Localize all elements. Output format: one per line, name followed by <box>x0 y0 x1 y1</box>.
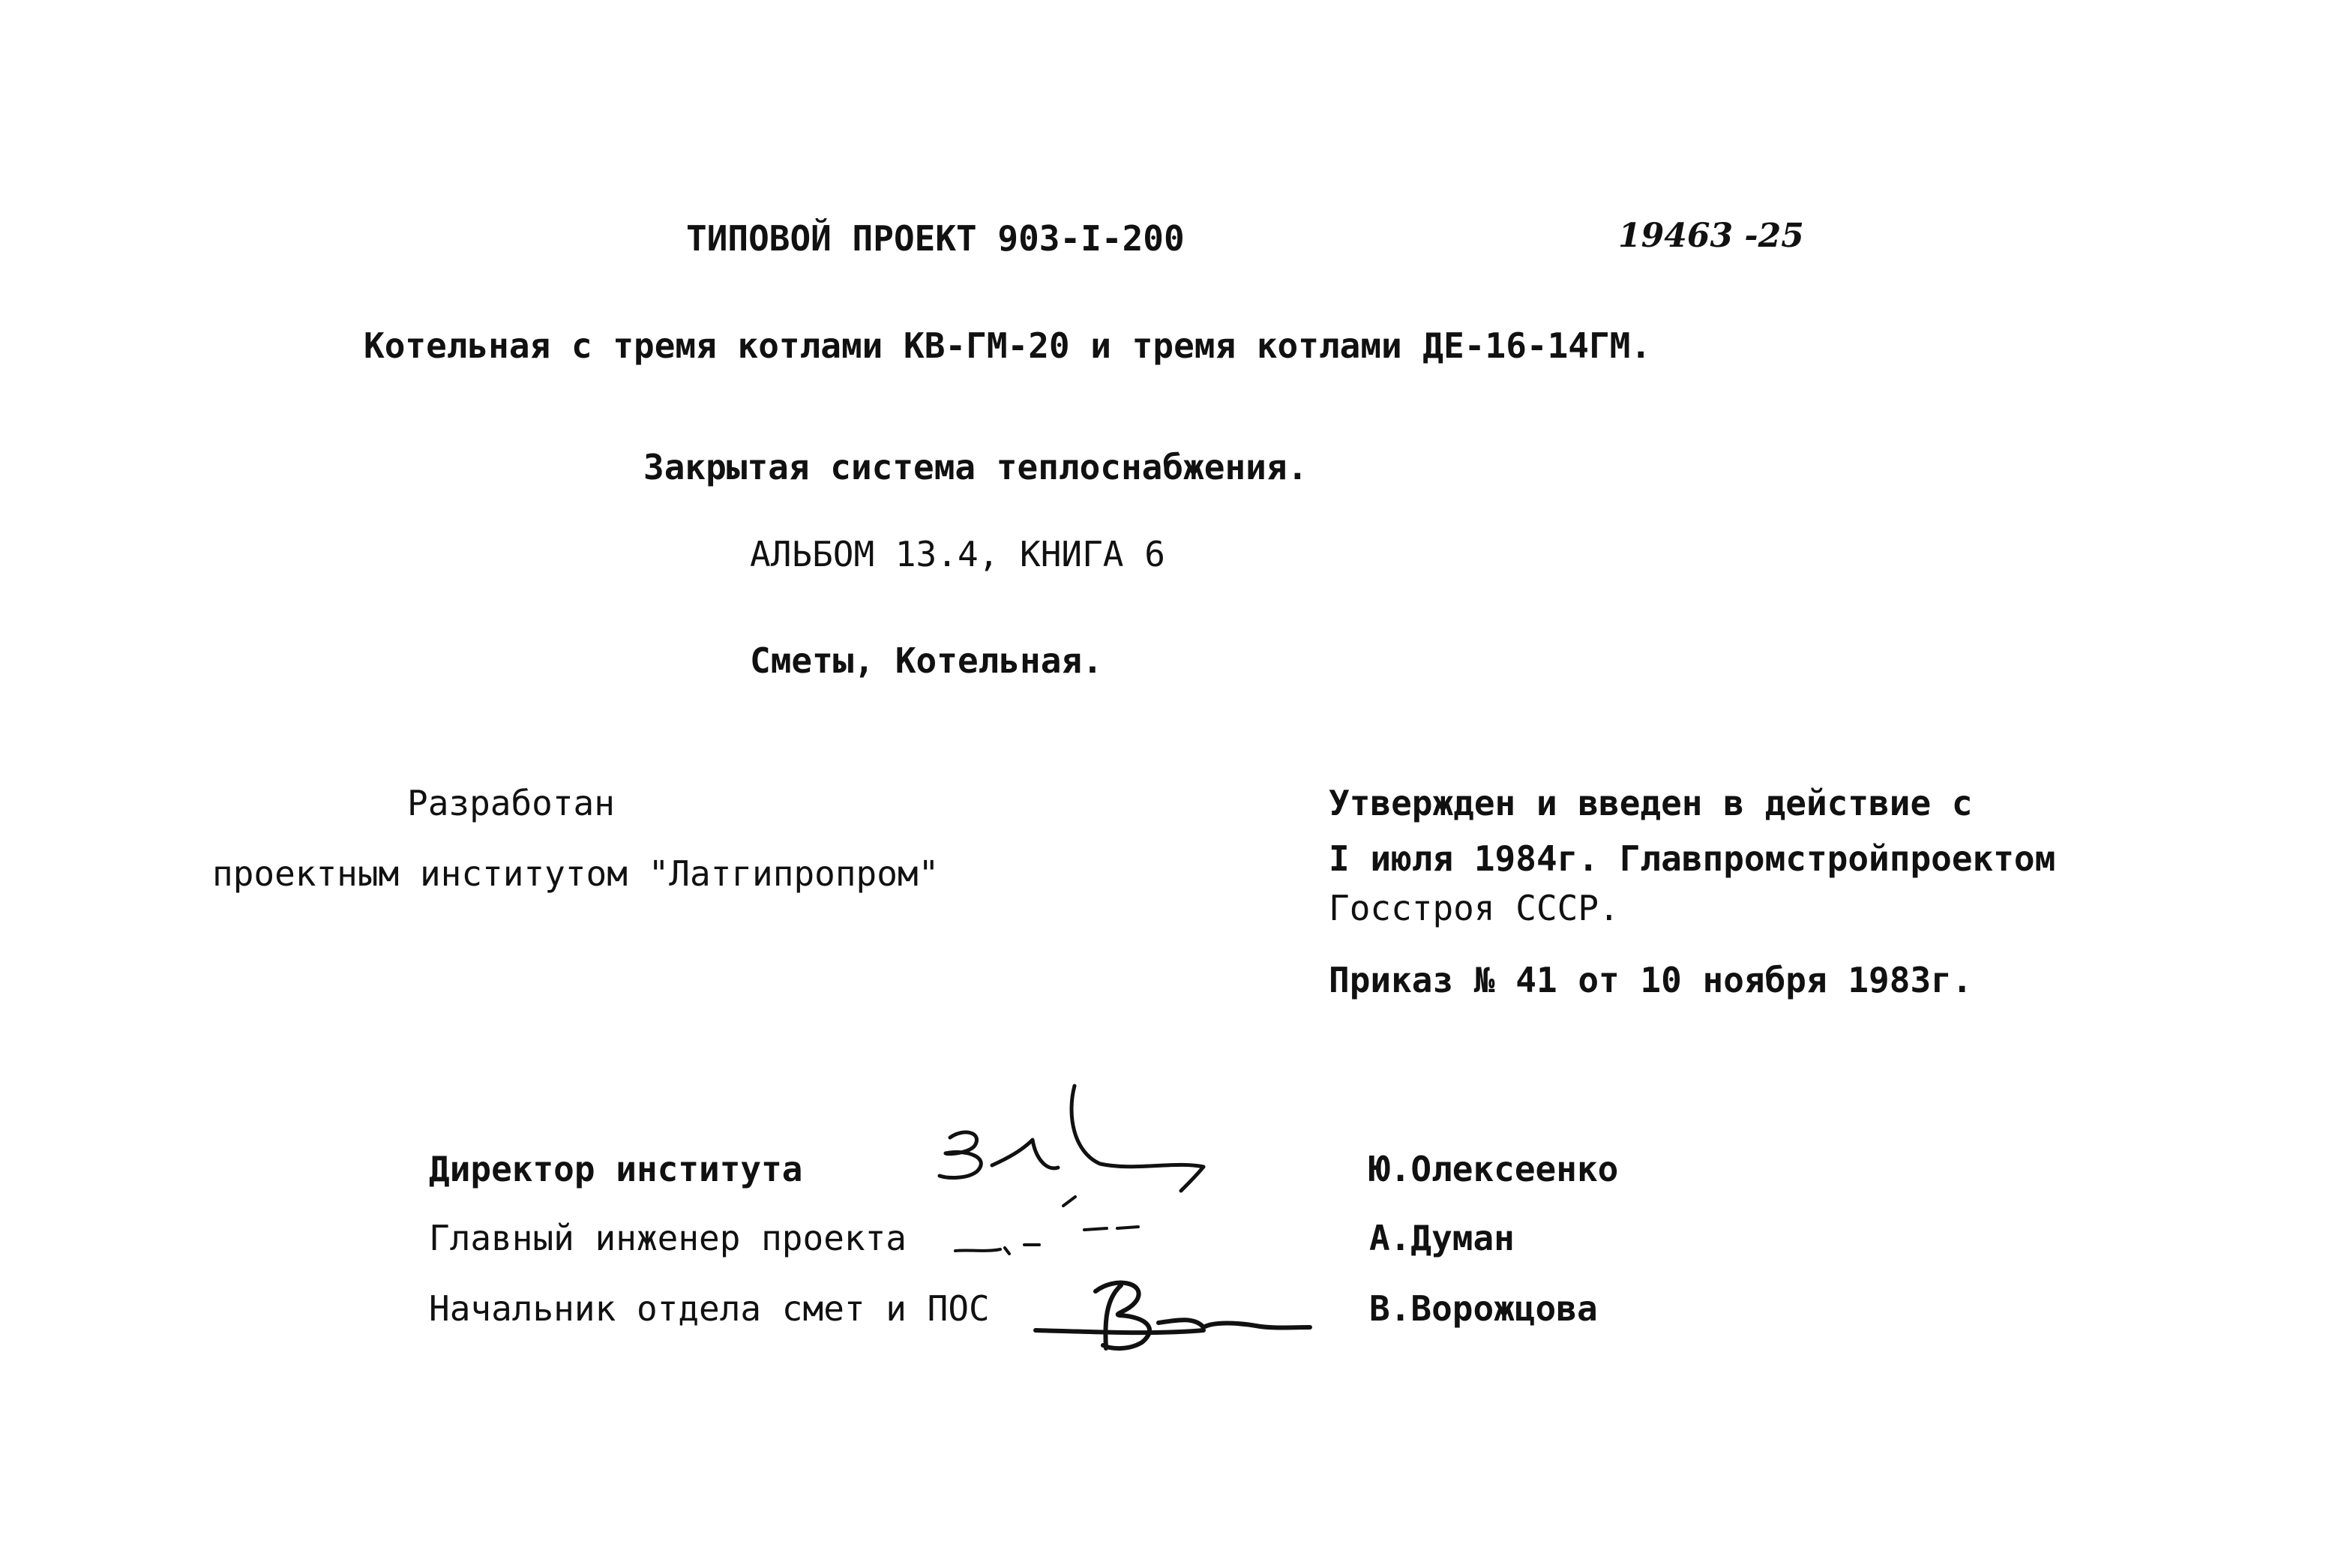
signature-image <box>934 1080 1218 1192</box>
project-title: ТИПОВОЙ ПРОЕКТ 903-I-200 <box>686 218 1185 259</box>
title-line-1: Котельная с тремя котлами КВ-ГМ-20 и тремя котлами ДЕ-16-14ГМ. <box>364 325 1652 366</box>
title-line-4: Сметы, Котельная. <box>750 640 1103 681</box>
approved-line-2: I июля 1984г. Главпромстройпроектом <box>1329 838 2056 879</box>
album-book-line: АЛЬБОМ 13.4, КНИГА 6 <box>750 534 1165 574</box>
approved-line-3: Госстроя СССР. <box>1329 888 1620 928</box>
developed-line-1: Разработан <box>407 783 615 823</box>
signature-role: Директор института <box>429 1149 803 1189</box>
signature-name: Ю.Олексеенко <box>1369 1149 1619 1189</box>
signature-name: А.Думан <box>1369 1218 1515 1258</box>
signature-image <box>1031 1267 1323 1357</box>
signature-role: Главный инженер проекта <box>429 1218 907 1258</box>
developed-line-2: проектным институтом "Латгипропром" <box>212 853 940 894</box>
signature-image <box>952 1192 1147 1260</box>
signature-name: В.Ворожцова <box>1369 1288 1598 1329</box>
title-line-2: Закрытая система теплоснабжения. <box>643 447 1308 487</box>
inventory-number: 19463 -25 <box>1618 217 1804 255</box>
signature-role: Начальник отдела смет и ПОС <box>429 1288 990 1329</box>
order-line: Приказ № 41 от 10 ноября 1983г. <box>1329 960 1973 1000</box>
approved-line-1: Утвержден и введен в действие с <box>1329 783 1973 823</box>
